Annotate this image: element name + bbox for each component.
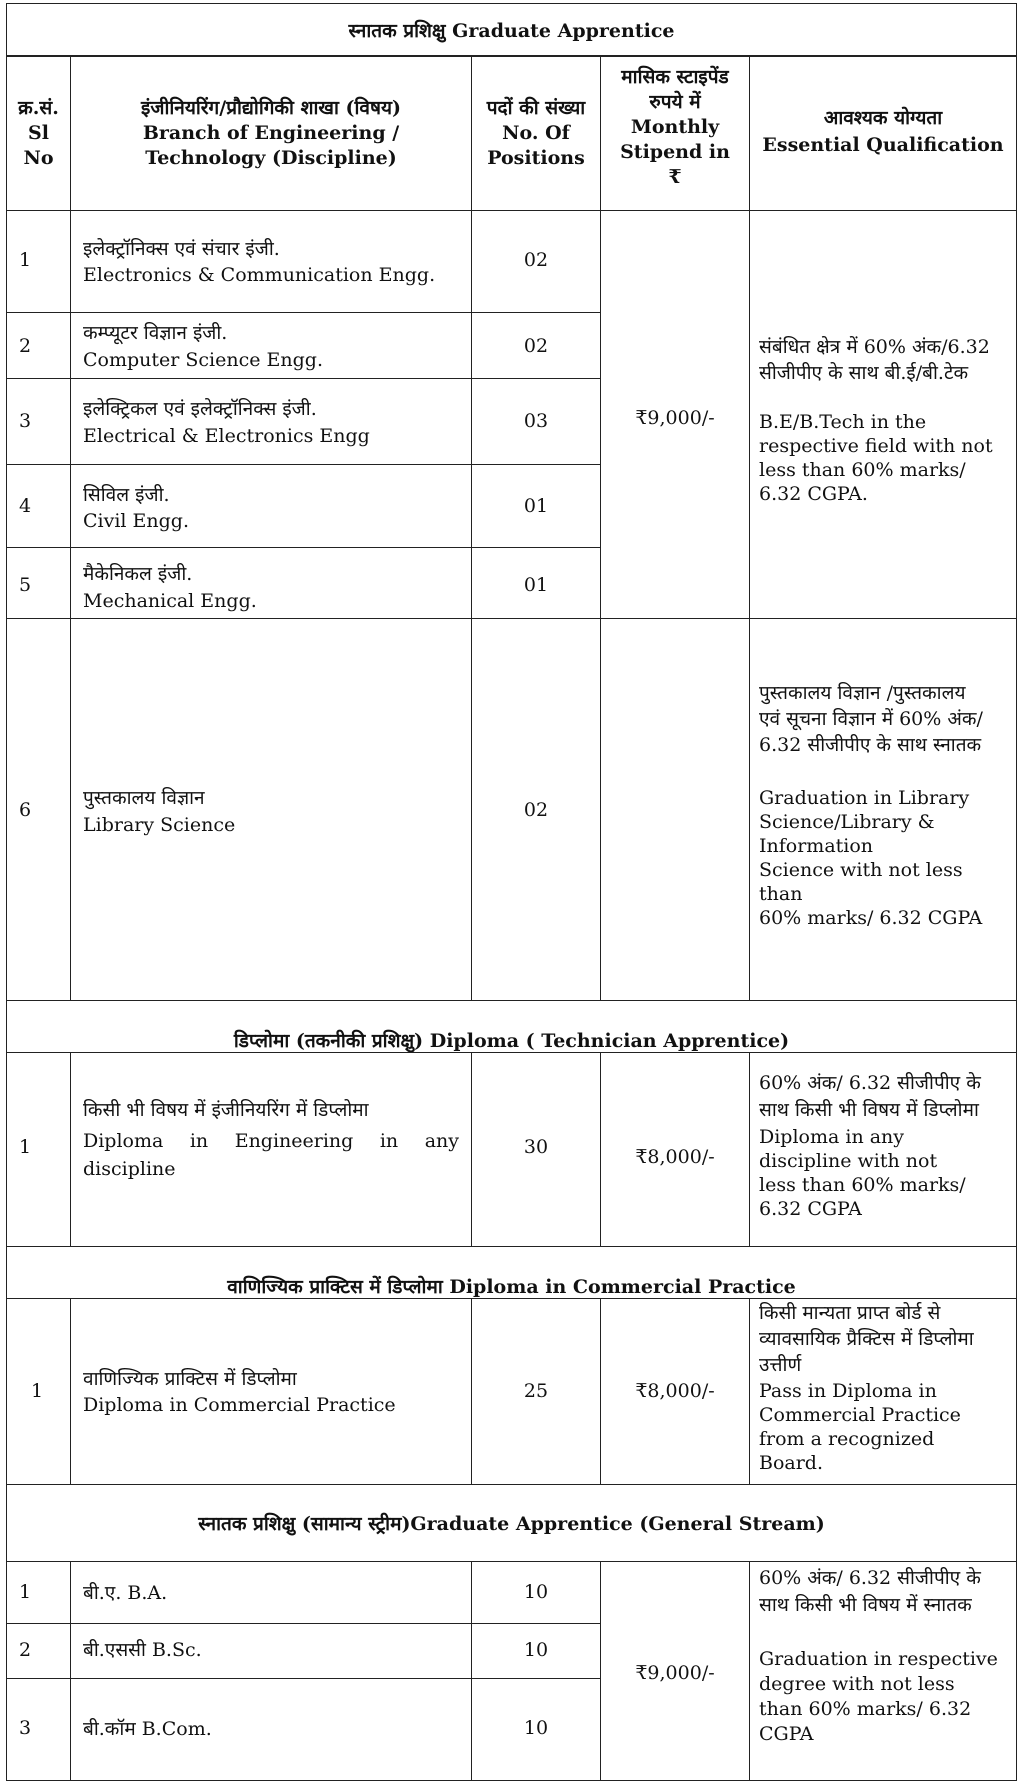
row-branch-hindi: वाणिज्यिक प्राक्टिस में डिप्लोमा [83,1368,297,1390]
library-qual-hindi-3: 6.32 सीजीपीए के साथ स्नातक [759,734,982,756]
header-sl-english: Sl [28,122,49,144]
row-positions-cell [471,210,601,313]
row-positions-cell [471,464,601,548]
commercial-qual-hindi-2: व्यावसायिक प्रैक्टिस में डिप्लोमा [759,1328,974,1350]
table-row-diploma [6,1052,1017,1247]
section-title: स्नातक प्रशिक्षु (सामान्य स्ट्रीम)Graduate Apprentice (General Stream) [198,1513,825,1535]
header-stipend-english-1: Monthly [630,116,720,138]
row-sl-cell [6,618,71,1001]
row-positions: 01 [523,574,549,596]
row-branch-hindi: इलेक्ट्रिकल एवं इलेक्ट्रॉनिक्स इंजी. [83,398,317,420]
library-qual-english-6: 60% marks/ 6.32 CGPA [759,907,983,929]
row-qualification-cell [749,1052,1017,1247]
commercial-qual-hindi-3: उत्तीर्ण [759,1354,802,1376]
section-title: स्नातक प्रशिक्षु Graduate Apprentice [348,19,675,42]
commercial-qual-hindi-1: किसी मान्यता प्राप्त बोर्ड से [759,1302,941,1324]
header-positions-english-2: Positions [487,147,585,169]
row-positions-cell [471,378,601,465]
graduate-stipend: ₹9,000/- [635,407,715,429]
row-sl-cell [6,1298,71,1485]
table-row-library [6,618,1017,1001]
graduate-qual-hindi-1: संबंधित क्षेत्र में 60% अंक/6.32 [759,336,990,358]
graduate-qual-english-3: less than 60% marks/ [759,459,966,481]
row-branch-english: Diploma in Commercial Practice [83,1394,396,1416]
section-banner-diploma [6,1000,1017,1053]
row-positions: 30 [523,1136,549,1158]
row-sl: 1 [19,1136,32,1158]
general-qualification-cell [749,1561,1017,1781]
header-branch-hindi: इंजीनियरिंग/प्रौद्योगिकी शाखा (विषय) [141,97,401,119]
row-branch-english: Civil Engg. [83,510,190,532]
row-positions: 02 [523,335,549,357]
row-branch-english: Electronics & Communication Engg. [83,264,436,286]
header-stipend-currency: ₹ [668,166,682,188]
row-branch-english: Diploma in Engineering in any discipline [83,1130,459,1180]
header-qualification-english: Essential Qualification [762,134,1004,156]
commercial-qual-english-1: Pass in Diploma in [759,1380,937,1402]
row-degree: बी.ए. B.A. [83,1582,168,1604]
diploma-qual-hindi-2: साथ किसी भी विषय में डिप्लोमा [759,1099,979,1121]
row-branch-hindi: पुस्तकालय विज्ञान [83,787,205,809]
row-branch-cell [70,1561,472,1624]
row-stipend-cell [600,1052,750,1247]
section-banner-general [6,1484,1017,1562]
row-positions: 10 [523,1717,549,1739]
row-sl-cell [6,210,71,313]
section-title: वाणिज्यिक प्राक्टिस में डिप्लोमा Diploma in Commercial Practice [227,1276,796,1298]
row-positions-cell [471,1678,601,1781]
library-qual-hindi-1: पुस्तकालय विज्ञान /पुस्तकालय [759,682,966,704]
header-stipend-hindi-2: रुपये में [649,91,701,113]
row-sl-cell [6,312,71,379]
row-sl-cell [6,464,71,548]
library-qual-english-1: Graduation in Library [759,787,970,809]
row-positions-cell [471,618,601,1001]
header-branch-english-2: Technology (Discipline) [145,147,397,169]
row-branch-cell [70,378,472,465]
row-sl: 5 [19,574,32,596]
row-positions: 01 [523,495,549,517]
diploma-qual-english-1: Diploma in any [759,1126,905,1148]
row-stipend: ₹8,000/- [635,1146,715,1168]
header-branch [70,56,472,211]
graduate-stipend-cell [600,210,750,619]
row-branch-cell [70,1678,472,1781]
row-branch-hindi: कम्प्यूटर विज्ञान इंजी. [83,322,228,344]
graduate-qualification-cell [749,210,1017,619]
row-sl: 2 [19,1639,32,1661]
row-sl-cell [6,1623,71,1679]
library-qual-english-2: Science/Library & [759,811,935,833]
general-qual-english-2: degree with not less [759,1673,955,1695]
diploma-qual-english-4: 6.32 CGPA [759,1198,862,1220]
row-sl-cell [6,1561,71,1624]
row-branch-english: Library Science [83,814,236,836]
row-branch-hindi: इलेक्ट्रॉनिक्स एवं संचार इंजी. [83,238,280,260]
table-row-commercial [6,1298,1017,1485]
header-stipend [600,56,750,211]
header-sl [6,56,71,211]
row-branch-hindi: सिविल इंजी. [83,484,170,506]
graduate-qual-hindi-2: सीजीपीए के साथ बी.ई/बी.टेक [759,362,969,384]
row-branch-cell [70,1298,472,1485]
section-banner-commercial [6,1246,1017,1299]
diploma-qual-english-3: less than 60% marks/ [759,1174,966,1196]
row-qualification-cell [749,618,1017,1001]
row-branch-cell [70,1052,472,1247]
header-qualification [749,56,1017,211]
row-branch-hindi: मैकेनिकल इंजी. [83,563,193,585]
section-title: डिप्लोमा (तकनीकी प्रशिक्षु) Diploma ( Technician Apprentice) [233,1030,790,1052]
row-sl-cell [6,1678,71,1781]
library-qual-english-5: than [759,883,803,905]
row-branch-cell [70,1623,472,1679]
row-positions: 02 [523,249,549,271]
row-sl: 4 [19,495,32,517]
row-branch-cell [70,618,472,1001]
commercial-qual-english-3: from a recognized [759,1428,935,1450]
row-branch-cell [70,547,472,619]
general-qual-english-1: Graduation in respective [759,1648,998,1670]
library-qual-english-4: Science with not less [759,859,963,881]
header-positions-english-1: No. Of [502,122,570,144]
row-branch-hindi: किसी भी विषय में इंजीनियरिंग में डिप्लोमा [83,1099,369,1121]
diploma-qual-hindi-1: 60% अंक/ 6.32 सीजीपीए के [759,1072,981,1094]
row-branch-english: Computer Science Engg. [83,349,324,371]
general-stipend-cell [600,1561,750,1781]
row-branch-english: Mechanical Engg. [83,590,257,612]
row-positions-cell [471,1298,601,1485]
header-stipend-english-2: Stipend in [620,141,730,163]
row-positions: 02 [523,799,549,821]
row-positions: 25 [523,1380,549,1402]
commercial-qual-english-2: Commercial Practice [759,1404,961,1426]
row-branch-cell [70,464,472,548]
row-qualification-cell [749,1298,1017,1485]
row-branch-english: Electrical & Electronics Engg [83,425,370,447]
table-header-row [6,56,1017,211]
library-qual-english-3: Information [759,835,874,857]
header-positions-hindi: पदों की संख्या [486,97,586,119]
row-positions: 10 [523,1639,549,1661]
row-sl-cell [6,547,71,619]
general-qual-english-3: than 60% marks/ 6.32 [759,1698,972,1720]
section-banner-graduate [6,3,1017,56]
graduate-qual-english-2: respective field with not [759,435,993,457]
row-positions-cell [471,312,601,379]
row-positions-cell [471,1052,601,1247]
row-sl: 2 [19,335,32,357]
row-stipend-cell [600,618,750,1001]
row-stipend: ₹8,000/- [635,1380,715,1402]
header-sl-english-no: No [23,147,54,169]
row-positions: 03 [523,410,549,432]
header-positions [471,56,601,211]
row-stipend-cell [600,1298,750,1485]
row-sl: 3 [19,410,32,432]
general-qual-hindi-2: साथ किसी भी विषय में स्नातक [759,1594,972,1616]
row-sl-cell [6,378,71,465]
header-sl-hindi: क्र.सं. [18,97,59,119]
general-qual-english-4: CGPA [759,1723,814,1745]
graduate-qual-english-1: B.E/B.Tech in the [759,411,927,433]
diploma-qual-english-2: discipline with not [759,1150,938,1172]
library-qual-hindi-2: एवं सूचना विज्ञान में 60% अंक/ [759,708,983,730]
row-sl: 1 [19,1581,32,1603]
row-positions-cell [471,547,601,619]
row-sl-cell [6,1052,71,1247]
row-positions-cell [471,1623,601,1679]
row-degree: बी.एससी B.Sc. [83,1639,202,1661]
row-sl: 1 [31,1380,44,1402]
general-qual-hindi-1: 60% अंक/ 6.32 सीजीपीए के [759,1567,981,1589]
header-stipend-hindi-1: मासिक स्टाइपेंड [621,66,729,88]
header-branch-english-1: Branch of Engineering / [142,122,400,144]
general-stipend: ₹9,000/- [635,1662,715,1684]
commercial-qual-english-4: Board. [759,1452,824,1474]
row-positions: 10 [523,1581,549,1603]
row-branch-cell [70,210,472,313]
graduate-qual-english-4: 6.32 CGPA. [759,483,868,505]
row-sl: 1 [19,249,32,271]
row-sl: 6 [19,799,32,821]
row-degree: बी.कॉम B.Com. [83,1718,212,1740]
header-qualification-hindi: आवश्यक योग्यता [823,107,943,129]
row-branch-cell [70,312,472,379]
row-sl: 3 [19,1717,32,1739]
row-positions-cell [471,1561,601,1624]
